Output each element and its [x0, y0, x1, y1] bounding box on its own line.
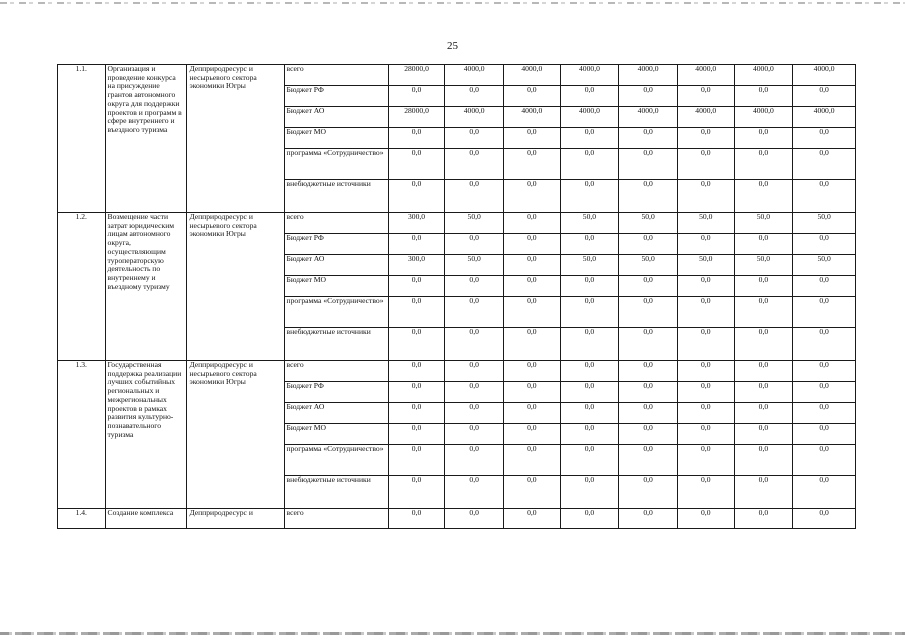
amount-cell: 0,0	[504, 128, 561, 149]
amount-cell: 0,0	[793, 361, 856, 382]
amount-cell: 4000,0	[560, 107, 619, 128]
funding-source: Бюджет АО	[284, 107, 388, 128]
funding-source: всего	[284, 361, 388, 382]
amount-cell: 0,0	[734, 424, 793, 445]
table-row	[58, 65, 856, 86]
scan-edge-top	[0, 2, 905, 4]
amount-cell: 0,0	[445, 180, 504, 213]
activity-index: 1.4.	[58, 509, 106, 529]
amount-cell: 0,0	[793, 328, 856, 361]
amount-cell: 0,0	[504, 234, 561, 255]
amount-cell: 50,0	[445, 213, 504, 234]
amount-cell: 0,0	[445, 276, 504, 297]
amount-cell: 0,0	[793, 149, 856, 180]
amount-cell: 4000,0	[619, 107, 678, 128]
amount-cell: 4000,0	[560, 65, 619, 86]
funding-source: Бюджет МО	[284, 424, 388, 445]
amount-cell: 0,0	[504, 424, 561, 445]
funding-source: Бюджет АО	[284, 255, 388, 276]
amount-cell: 50,0	[445, 255, 504, 276]
amount-cell: 0,0	[445, 297, 504, 328]
amount-cell: 50,0	[560, 255, 619, 276]
amount-cell: 0,0	[793, 445, 856, 476]
amount-cell: 0,0	[619, 149, 678, 180]
amount-cell: 0,0	[388, 361, 445, 382]
amount-cell: 0,0	[388, 476, 445, 509]
amount-cell: 0,0	[734, 403, 793, 424]
amount-cell: 0,0	[677, 128, 734, 149]
amount-cell: 0,0	[619, 180, 678, 213]
funding-source: всего	[284, 509, 388, 529]
amount-cell: 0,0	[504, 149, 561, 180]
activity-name: Государственная поддержка реализации лучших событийных региональных и межрегиональных проектов в рамках развития культурно-познавательного туризма	[105, 361, 187, 509]
amount-cell: 0,0	[504, 297, 561, 328]
amount-cell: 4000,0	[504, 107, 561, 128]
amount-cell: 0,0	[734, 476, 793, 509]
amount-cell: 0,0	[445, 509, 504, 529]
amount-cell: 0,0	[793, 180, 856, 213]
amount-cell: 0,0	[445, 328, 504, 361]
amount-cell: 0,0	[388, 149, 445, 180]
amount-cell: 4000,0	[734, 65, 793, 86]
funding-source: Бюджет МО	[284, 276, 388, 297]
amount-cell: 0,0	[793, 382, 856, 403]
funding-source: программа «Сотрудничество»	[284, 297, 388, 328]
amount-cell: 0,0	[734, 149, 793, 180]
amount-cell: 50,0	[793, 213, 856, 234]
amount-cell: 0,0	[734, 234, 793, 255]
amount-cell: 0,0	[677, 403, 734, 424]
amount-cell: 0,0	[388, 276, 445, 297]
amount-cell: 0,0	[619, 361, 678, 382]
amount-cell: 0,0	[388, 297, 445, 328]
amount-cell: 0,0	[445, 424, 504, 445]
amount-cell: 0,0	[388, 180, 445, 213]
amount-cell: 0,0	[504, 213, 561, 234]
amount-cell: 0,0	[560, 234, 619, 255]
amount-cell: 0,0	[677, 86, 734, 107]
amount-cell: 0,0	[619, 297, 678, 328]
amount-cell: 0,0	[504, 328, 561, 361]
amount-cell: 0,0	[504, 180, 561, 213]
funding-source: Бюджет МО	[284, 128, 388, 149]
amount-cell: 0,0	[560, 128, 619, 149]
amount-cell: 0,0	[504, 255, 561, 276]
amount-cell: 0,0	[504, 476, 561, 509]
amount-cell: 0,0	[619, 403, 678, 424]
amount-cell: 0,0	[388, 445, 445, 476]
page-number: 25	[447, 40, 458, 52]
amount-cell: 0,0	[388, 86, 445, 107]
amount-cell: 0,0	[388, 403, 445, 424]
amount-cell: 0,0	[677, 276, 734, 297]
amount-cell: 4000,0	[445, 65, 504, 86]
amount-cell: 0,0	[445, 403, 504, 424]
amount-cell: 0,0	[793, 424, 856, 445]
funding-source: Бюджет РФ	[284, 86, 388, 107]
amount-cell: 0,0	[560, 276, 619, 297]
amount-cell: 0,0	[388, 128, 445, 149]
amount-cell: 0,0	[619, 445, 678, 476]
amount-cell: 0,0	[445, 445, 504, 476]
amount-cell: 0,0	[793, 234, 856, 255]
amount-cell: 0,0	[619, 234, 678, 255]
amount-cell: 0,0	[734, 509, 793, 529]
amount-cell: 0,0	[560, 86, 619, 107]
amount-cell: 0,0	[734, 297, 793, 328]
amount-cell: 0,0	[504, 86, 561, 107]
amount-cell: 28000,0	[388, 65, 445, 86]
amount-cell: 4000,0	[445, 107, 504, 128]
funding-source: Бюджет РФ	[284, 234, 388, 255]
amount-cell: 0,0	[619, 86, 678, 107]
amount-cell: 0,0	[504, 445, 561, 476]
amount-cell: 50,0	[734, 213, 793, 234]
funding-source: Бюджет РФ	[284, 382, 388, 403]
amount-cell: 4000,0	[677, 65, 734, 86]
amount-cell: 0,0	[793, 297, 856, 328]
amount-cell: 50,0	[793, 255, 856, 276]
amount-cell: 0,0	[445, 382, 504, 403]
amount-cell: 0,0	[445, 476, 504, 509]
funding-source: всего	[284, 65, 388, 86]
amount-cell: 0,0	[504, 276, 561, 297]
amount-cell: 0,0	[677, 445, 734, 476]
amount-cell: 0,0	[677, 424, 734, 445]
amount-cell: 0,0	[734, 180, 793, 213]
amount-cell: 0,0	[677, 509, 734, 529]
amount-cell: 0,0	[445, 149, 504, 180]
amount-cell: 0,0	[504, 403, 561, 424]
amount-cell: 4000,0	[677, 107, 734, 128]
amount-cell: 0,0	[445, 128, 504, 149]
amount-cell: 0,0	[677, 234, 734, 255]
amount-cell: 50,0	[619, 255, 678, 276]
amount-cell: 0,0	[734, 276, 793, 297]
amount-cell: 0,0	[619, 382, 678, 403]
activity-index: 1.1.	[58, 65, 106, 213]
amount-cell: 0,0	[619, 424, 678, 445]
activity-executor: Депприродресурс и несырьевого сектора экономики Югры	[187, 361, 284, 509]
amount-cell: 0,0	[445, 361, 504, 382]
amount-cell: 0,0	[560, 382, 619, 403]
amount-cell: 0,0	[793, 509, 856, 529]
funding-source: Бюджет АО	[284, 403, 388, 424]
amount-cell: 0,0	[560, 476, 619, 509]
amount-cell: 0,0	[677, 328, 734, 361]
amount-cell: 50,0	[677, 213, 734, 234]
table-row	[58, 361, 856, 382]
amount-cell: 0,0	[560, 149, 619, 180]
activity-name: Возмещение части затрат юридическим лицам автономного округа, осуществляющим туроператорскую деятельность по внутреннему и въездному туризму	[105, 213, 187, 361]
funding-source: всего	[284, 213, 388, 234]
activity-name: Организация и проведение конкурса на присуждение грантов автономного округа для поддержки проектов и программ в сфере внутреннего и въездного туризма	[105, 65, 187, 213]
amount-cell: 0,0	[734, 445, 793, 476]
scan-edge-bottom	[0, 632, 905, 635]
amount-cell: 4000,0	[734, 107, 793, 128]
amount-cell: 0,0	[619, 276, 678, 297]
amount-cell: 0,0	[560, 361, 619, 382]
table-body	[58, 65, 856, 529]
activity-executor: Депприродресурс и несырьевого сектора экономики Югры	[187, 213, 284, 361]
funding-source: внебюджетные источники	[284, 180, 388, 213]
amount-cell: 0,0	[388, 234, 445, 255]
amount-cell: 0,0	[677, 180, 734, 213]
amount-cell: 0,0	[388, 328, 445, 361]
budget-table	[57, 64, 856, 529]
amount-cell: 0,0	[619, 476, 678, 509]
amount-cell: 0,0	[677, 361, 734, 382]
amount-cell: 0,0	[793, 276, 856, 297]
amount-cell: 50,0	[734, 255, 793, 276]
amount-cell: 0,0	[388, 509, 445, 529]
funding-source: внебюджетные источники	[284, 476, 388, 509]
activity-index: 1.3.	[58, 361, 106, 509]
amount-cell: 0,0	[504, 509, 561, 529]
amount-cell: 0,0	[445, 86, 504, 107]
amount-cell: 50,0	[619, 213, 678, 234]
amount-cell: 0,0	[793, 86, 856, 107]
amount-cell: 0,0	[560, 297, 619, 328]
amount-cell: 0,0	[677, 382, 734, 403]
amount-cell: 0,0	[619, 509, 678, 529]
amount-cell: 0,0	[504, 382, 561, 403]
amount-cell: 0,0	[560, 445, 619, 476]
amount-cell: 50,0	[677, 255, 734, 276]
amount-cell: 0,0	[619, 128, 678, 149]
activity-name: Создание комплекса	[105, 509, 187, 529]
amount-cell: 0,0	[388, 424, 445, 445]
amount-cell: 0,0	[677, 476, 734, 509]
amount-cell: 4000,0	[619, 65, 678, 86]
amount-cell: 0,0	[560, 180, 619, 213]
amount-cell: 0,0	[560, 403, 619, 424]
amount-cell: 4000,0	[793, 107, 856, 128]
amount-cell: 0,0	[793, 476, 856, 509]
amount-cell: 0,0	[560, 424, 619, 445]
funding-source: программа «Сотрудничество»	[284, 445, 388, 476]
amount-cell: 0,0	[793, 403, 856, 424]
amount-cell: 0,0	[560, 328, 619, 361]
amount-cell: 0,0	[734, 361, 793, 382]
activity-executor: Депприродресурс и несырьевого сектора экономики Югры	[187, 65, 284, 213]
amount-cell: 50,0	[560, 213, 619, 234]
amount-cell: 0,0	[677, 149, 734, 180]
amount-cell: 4000,0	[504, 65, 561, 86]
amount-cell: 0,0	[793, 128, 856, 149]
amount-cell: 0,0	[734, 382, 793, 403]
amount-cell: 4000,0	[793, 65, 856, 86]
amount-cell: 0,0	[388, 382, 445, 403]
amount-cell: 0,0	[734, 86, 793, 107]
amount-cell: 0,0	[445, 234, 504, 255]
table-row	[58, 509, 856, 529]
table-row	[58, 213, 856, 234]
amount-cell: 0,0	[619, 328, 678, 361]
amount-cell: 28000,0	[388, 107, 445, 128]
amount-cell: 0,0	[504, 361, 561, 382]
activity-index: 1.2.	[58, 213, 106, 361]
amount-cell: 0,0	[734, 128, 793, 149]
funding-source: программа «Сотрудничество»	[284, 149, 388, 180]
activity-executor: Депприродресурс и	[187, 509, 284, 529]
amount-cell: 0,0	[734, 328, 793, 361]
amount-cell: 300,0	[388, 213, 445, 234]
funding-source: внебюджетные источники	[284, 328, 388, 361]
amount-cell: 300,0	[388, 255, 445, 276]
amount-cell: 0,0	[677, 297, 734, 328]
amount-cell: 0,0	[560, 509, 619, 529]
